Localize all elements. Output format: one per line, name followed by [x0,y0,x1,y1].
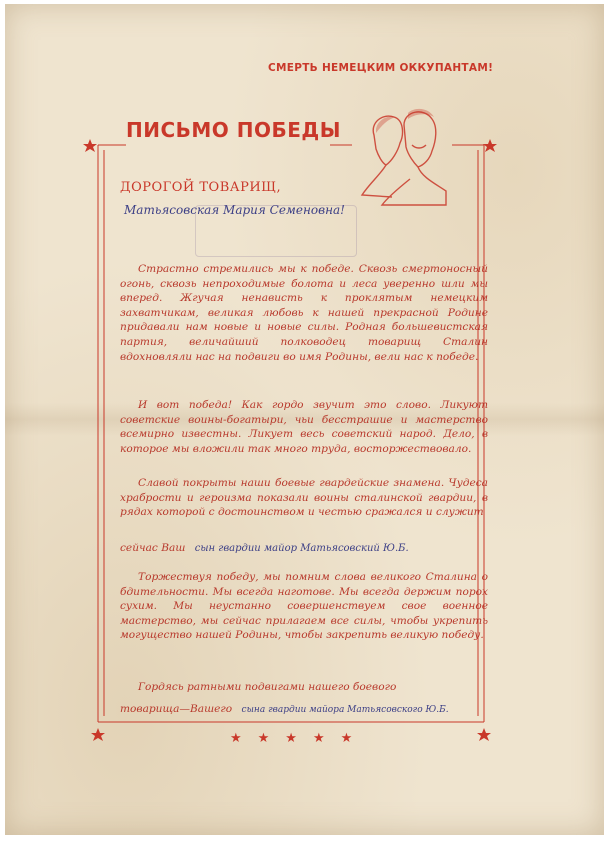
paragraph-4: Торжествуя победу, мы помним слова великого Сталина о бдительности. Мы всегда наготове. Мы всегда держим порох сухим. Мы неустанно совершенствуем свое военное мастерство, мы сейчас прилагаем все силы, чтобы укрепить могущество нашей Родины, чтобы закрепить великую победу. [120,571,488,642]
line-now-serves [120,542,409,554]
greeting: ДОРОГОЙ ТОВАРИЩ, [120,180,282,195]
bottom-stars: ★★★★★ [230,731,369,746]
line-now-handwritten: сын гвардии майор Матьясовский Ю.Б. [194,543,409,554]
slogan: СМЕРТЬ НЕМЕЦКИМ ОККУПАНТАМ! [268,62,494,74]
paragraph-2: И вот победа! Как гордо звучит это слово. Ликуют советские воины-богатыри, чьи бесстрашие и мастерство всемирно известны. Ликует весь советский народ. Дело, в которое мы вложили так много труда, восторжествовало. [120,399,488,455]
recipient-name: Матьясовская Мария Семеновна! [124,203,345,217]
paragraph-3: Славой покрыты наши боевые гвардейские знамена. Чудеса храбрости и героизма показали воины сталинской гвардии, в рядах которой с достоинством и честью сражался и служит [120,477,488,519]
paragraph-5: Гордясь ратными подвигами нашего боевого [138,681,397,693]
page-title: ПИСЬМО ПОБЕДЫ [126,118,341,142]
paragraph-1: Страстно стремились мы к победе. Сквозь смертоносный огонь, сквозь непроходимые болота и леса уверенно шли мы вперед. Жгучая ненависть к проклятым немецким захватчикам, великая любовь к нашей прекрасной Родине придавали нам новые и новые силы. Родная большевистская партия, величайший полководец товарищ Сталин вдохновляли нас на подвиги во имя Родины, вели нас к победе. [120,263,488,363]
faded-stamp [195,205,357,257]
portrait-lenin-stalin [352,105,450,210]
line-now-prefix: сейчас Ваш [120,542,186,554]
line-closing [120,703,449,715]
line-closing-prefix: товарища—Вашего [120,703,233,715]
line-closing-handwritten: сына гвардии майора Матьясовского Ю.Б. [241,705,449,715]
